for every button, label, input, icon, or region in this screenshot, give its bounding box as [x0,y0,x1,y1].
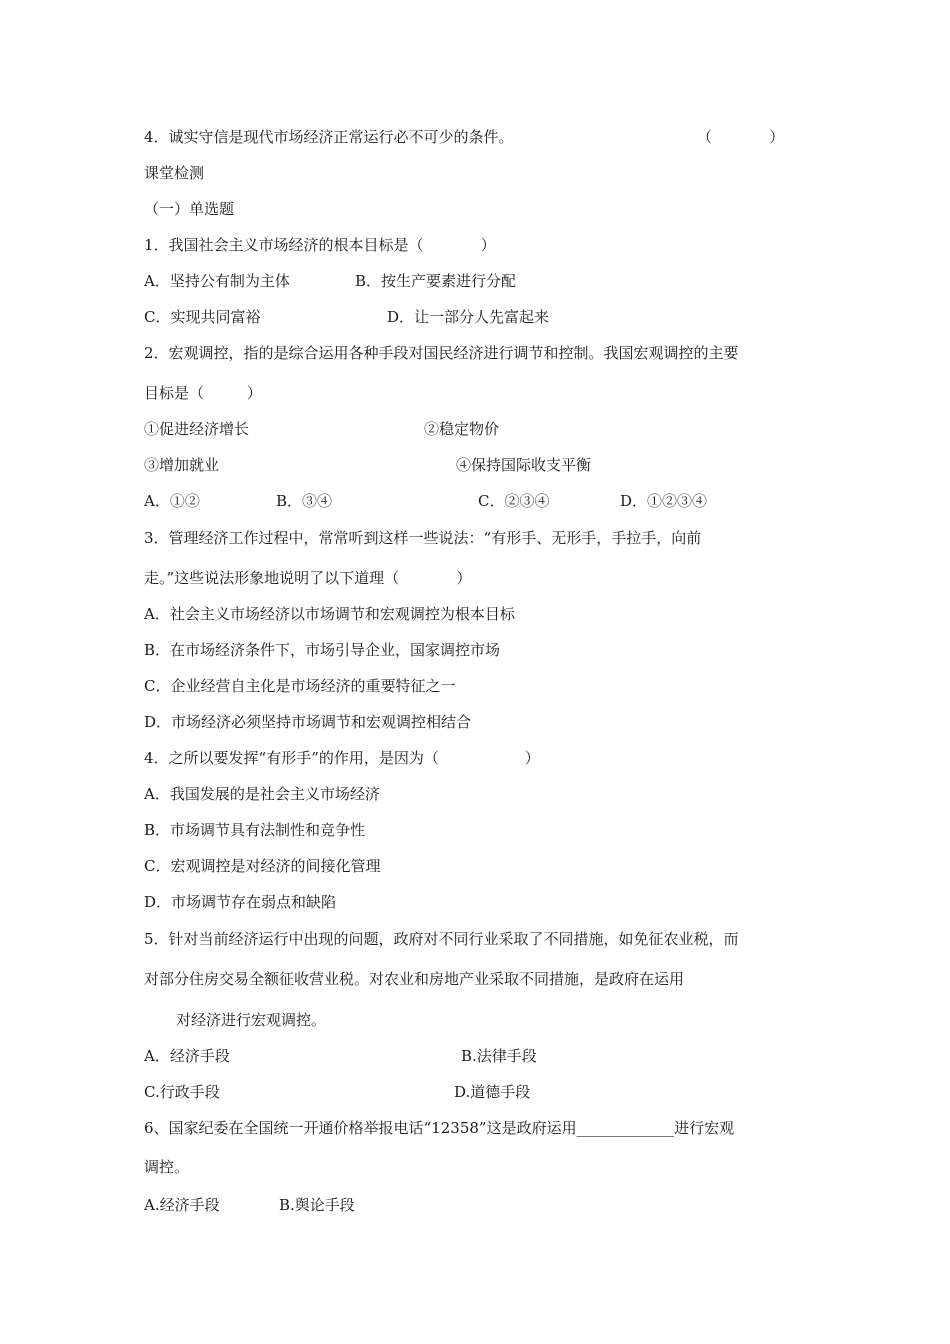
question-2-option-b: B．③④ [276,492,333,510]
question-3-option-b: B．在市场经济条件下，市场引导企业，国家调控市场 [144,641,501,659]
question-6-line-1: 6、国家纪委在全国统一开通价格举报电话“12358”这是政府运用_____________进行宏观 [144,1119,735,1137]
question-2-option-d: D．①②③④ [620,492,708,510]
question-6-line-2: 调控。 [144,1158,190,1176]
question-2-option-a: A．①② [144,492,200,510]
question-2-option-c: C．②③④ [478,492,550,510]
question-1-option-a: A．坚持公有制为主体 [144,272,290,290]
question-2-item-4: ④保持国际收支平衡 [456,456,592,474]
question-6-option-a: A.经济手段 [144,1196,220,1214]
question-4-option-a: A．我国发展的是社会主义市场经济 [144,785,380,803]
question-3-line-2: 走。”这些说法形象地说明了以下道理（ ） [144,569,472,587]
true-false-question-4: 4．诚实守信是现代市场经济正常运行必不可少的条件。 [144,128,514,146]
question-5-line-2: 对部分住房交易全额征收营业税。对农业和房地产业采取不同措施，是政府在运用 [144,970,685,988]
question-2-item-3: ③增加就业 [144,456,220,474]
question-2-item-2: ②稳定物价 [424,420,500,438]
question-1-option-d: D．让一部分人先富起来 [387,308,550,326]
question-5-option-d: D.道德手段 [454,1083,531,1101]
question-4-option-d: D．市场调节存在弱点和缺陷 [144,893,337,911]
question-1-option-c: C．实现共同富裕 [144,308,261,326]
question-3-option-a: A．社会主义市场经济以市场调节和宏观调控为根本目标 [144,605,515,623]
question-4: 4．之所以要发挥“有形手”的作用，是因为（ ） [144,749,540,767]
question-1-option-b: B．按生产要素进行分配 [355,272,517,290]
question-3-option-d: D．市场经济必须坚持市场调节和宏观调控相结合 [144,713,472,731]
question-4-option-b: B．市场调节具有法制性和竞争性 [144,821,366,839]
question-5-option-b: B.法律手段 [461,1047,537,1065]
question-2-line-1: 2．宏观调控，指的是综合运用各种手段对国民经济进行调节和控制。我国宏观调控的主要 [144,344,739,362]
question-5-line-1: 5．针对当前经济运行中出现的问题，政府对不同行业采取了不同措施，如免征农业税，而 [144,930,739,948]
question-6-option-b: B.舆论手段 [279,1196,355,1214]
question-5-line-3: 对经济进行宏观调控。 [176,1011,327,1029]
section-title: 课堂检测 [144,164,205,182]
question-4-option-c: C．宏观调控是对经济的间接化管理 [144,857,381,875]
question-2-item-1: ①促进经济增长 [144,420,250,438]
question-3-line-1: 3．管理经济工作过程中，常常听到这样一些说法：“有形手、无形手，手拉手，向前 [144,529,702,547]
subsection-title: （一）单选题 [144,200,235,218]
question-3-option-c: C．企业经营自主化是市场经济的重要特征之一 [144,677,456,695]
question-2-line-2: 目标是（ ） [144,384,262,402]
question-5-option-a: A．经济手段 [144,1047,230,1065]
question-5-option-c: C.行政手段 [144,1083,220,1101]
question-1: 1．我国社会主义市场经济的根本目标是（ ） [144,236,496,254]
answer-blank: （ ） [697,128,785,146]
